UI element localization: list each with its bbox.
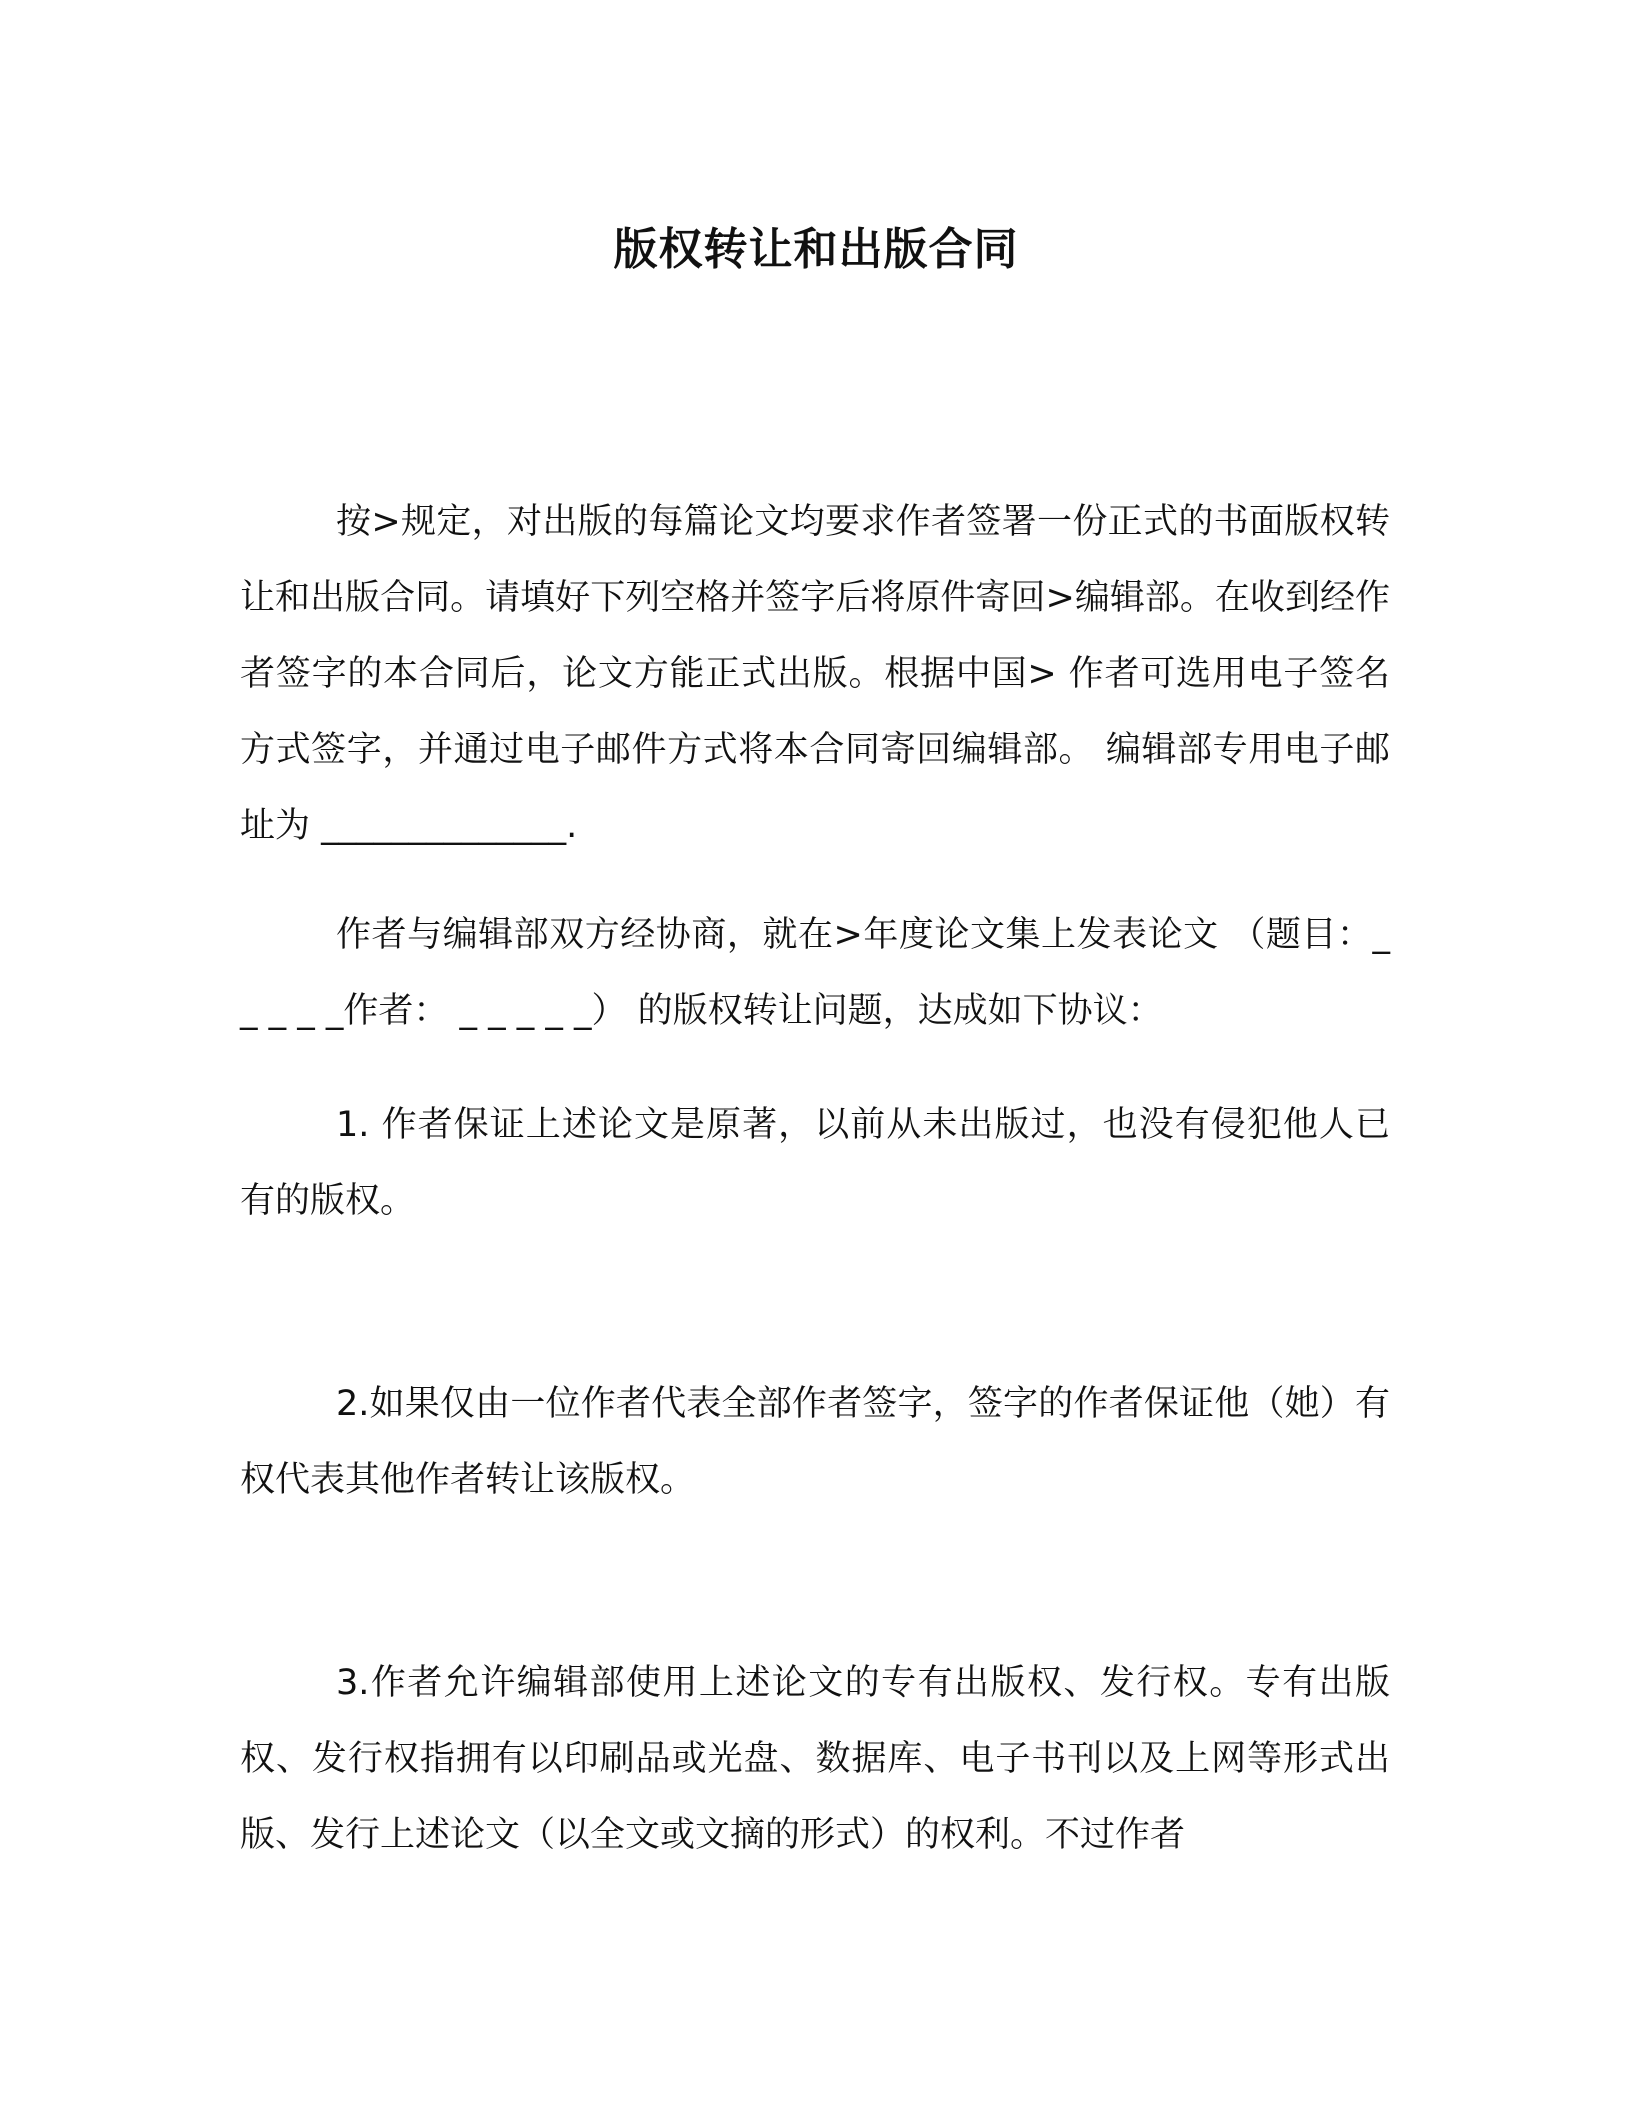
paragraph-agreement: 作者与编辑部双方经协商，就在>年度论文集上发表论文 （题目：_ _ _ _ _作者： _ _ _ _ _） 的版权转让问题，达成如下协议：: [240, 915, 1390, 1031]
clause-2: 2.如果仅由一位作者代表全部作者签字，签字的作者保证他（她）有权代表其他作者转让该版权。: [240, 1384, 1390, 1500]
document-title: 版权转让和出版合同: [613, 224, 1019, 275]
clause-1: 1. 作者保证上述论文是原著，以前从未出版过，也没有侵犯他人已有的版权。: [240, 1105, 1390, 1221]
clause-3: 3.作者允许编辑部使用上述论文的专有出版权、发行权。专有出版权、发行权指拥有以印刷品或光盘、数据库、电子书刊以及上网等形式出版、发行上述论文（以全文或文摘的形式）的权利。不过作者: [240, 1663, 1390, 1855]
paragraph-intro: 按>规定，对出版的每篇论文均要求作者签署一份正式的书面版权转让和出版合同。请填好下列空格并签字后将原件寄回>编辑部。在收到经作者签字的本合同后，论文方能正式出版。根据中国> 作者可选用电子签名方式签字，并通过电子邮件方式将本合同寄回编辑部。 编辑部专用电子邮址为 ______________.: [240, 502, 1390, 846]
